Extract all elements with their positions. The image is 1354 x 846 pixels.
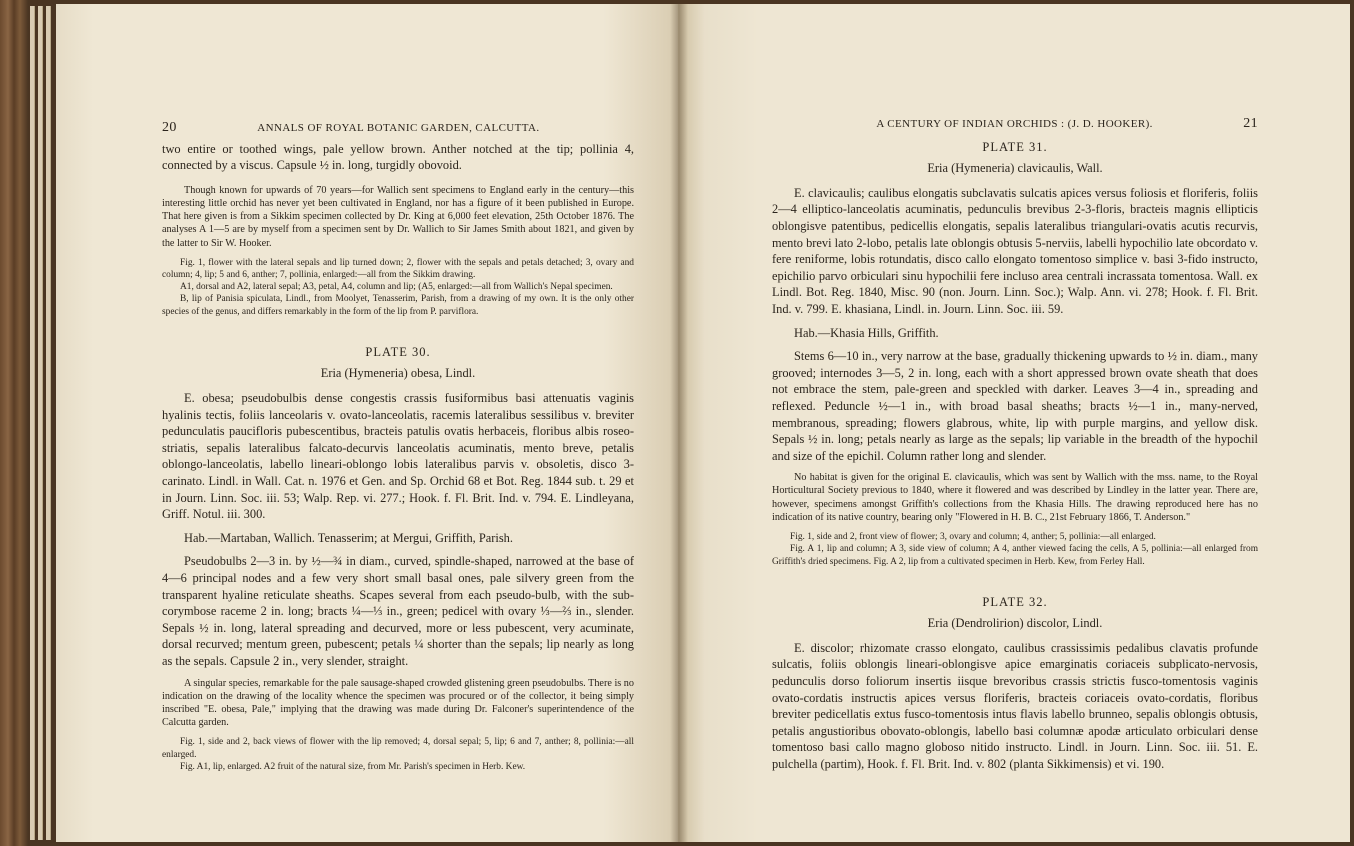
note-text: Though known for upwards of 70 years—for Wallich sent specimens to England early in the century—this interesting little orchid has never yet been cultivated in England, nor has a figure of it been published in Europe. That here given is from a Sikkim specimen collected by Dr. King at 6,000 feet elevation, 25th October 1876. The analyses A 1—5 are by myself from a specimen sent by Dr. Wallich to Sir James Smith about 1821, and given by the latter to Sir W. Hooker. [162,184,634,249]
right-page-number: 21 [1243,116,1258,131]
figure-caption: B, lip of Panisia spiculata, Lindl., from Moolyet, Tenasserim, Parish, from a drawing of my own. It is the only other species of the genus, and differs remarkably in the form of the lip from P. parviflora. [162,294,634,317]
species-description: Pseudobulbs 2—3 in. by ½—¾ in diam., curved, spindle-shaped, narrowed at the base of 4—6 principal nodes and a few very short small basal ones, pale silvery green from the transparent hyaline reticulate sheaths. Scapes several from each pseudo-bulb, with the sub-corymbose raceme 2 in. long; bracts ¼—⅓ in., green; pedicel with ovary ⅓—⅔ in., slender. Sepals ½ in. long, lateral spreading and decurved, more or less pubescent, very acuminate, dorsal recurved; mentum green, pubescent; petals ¼ shorter than the sepals; lip nearly as long as the sepals. Capsule 2 in., very slender, straight. [162,554,634,668]
figure-caption: Fig. 1, side and 2, front view of flower; 3, ovary and column; 4, anther; 5, pollinia:—all enlarged. [790,532,1156,543]
latin-diagnosis: E. obesa; pseudobulbis dense congestis crassis fusiformibus basi attenuatis vaginis hyalinis tectis, foliis lanceolaris v. ovato-lanceolatis, racemis lateralibus sessilibus v. breviter pedunculatis paucifloris pubescentibus, bracteis patulis ovatis herbaceis, floribus albis roseo-striatis, sepalis lateralibus falcato-decurvis lanceolatis acuminatis, mento breve, petalis oblongo-lanceolatis, labello lineari-oblongo lobis lateralibus parvis v. obsoletis, disco 3-carinato. Lindl. in Wall. Cat. n. 1976 et Gen. and Sp. Orchid 68 et Bot. Reg. 1844 sub. t. 29 et in Journ. Linn. Soc. iii. 53; Walp. Rep. vi. 277.; Hook. f. Fl. Brit. Ind. v. 794. E. Lindleyana, Griff. Notul. iii. 300. [162,391,634,522]
right-page-content [772,116,1258,773]
figure-caption: Fig. A1, lip, enlarged. A2 fruit of the natural size, from Mr. Parish's specimen in Herb. Kew. [180,761,526,772]
habitat-line: Hab.—Khasia Hills, Griffith. [794,325,939,340]
latin-diagnosis: E. clavicaulis; caulibus elongatis subclavatis sulcatis apices versus foliosis et floriferis, foliis 2—4 elliptico-lanceolatis acuminatis, pedunculis brevibus 2-3-floris, bracteis magnis ellipticis oblongisve patentibus, pedicellis elongatis, sepalis lateralibus triangulari-ovatis acutis recurvis, mento brevi lato 2-lobo, petalis late oblongis obtusis 5-nerviis, labelli hypochilio late obcordato v. fere reniforme, lobis rotundatis, disco callo elongato tomentoso simplice v. basi 3-fido instructo, epichilio parvo orbiculari sinu hypochilii fere incluso area centrali incrassata tomentosa. Wall. ex Lindl. Bot. Reg. 1840, Misc. 90 (non. Journ. Linn. Soc.); Walp. Ann. vi. 278; Hook. f. Fl. Brit. Ind. v. 799. E. khasiana, Lindl. in. Journ. Linn. Soc. iii. 59. [772,185,1258,316]
right-running-head [772,116,1258,133]
left-page-content [162,120,634,773]
figure-caption: A1, dorsal and A2, lateral sepal; A3, petal, A4, column and lip; (A5, enlarged:—all from Wallich's Nepal specimen. [180,282,613,293]
remark-text: No habitat is given for the original E. clavicaulis, which was sent by Wallich with the mss. name, to the Royal Horticultural Society previous to 1840, where it flowered and was described by Lindley in the latter year. There are, however, specimens amongst Griffith's collections from the Khasia Hills. The drawing reproduced here has no indication of its native country, bearing only "Flowered in H. B. C., 21st February 1866, T. Anderson." [772,472,1258,523]
remark-text: A singular species, remarkable for the pale sausage-shaped crowded glistening green pseudobulbs. There is no indication on the drawing of the locality whence the specimen was procured or of the collector, it being simply inscribed "E. obesa, Pale," implying that the drawing was made during Dr. Falconer's superintendence of the Calcutta garden. [162,677,634,729]
book-gutter [670,4,688,842]
species-description: Stems 6—10 in., very narrow at the base, gradually thickening upwards to ½ in. diam., many grooved; internodes 3—5, 2 in. long, each with a short appressed brown ovate sheath that does not embrace the stem, pale-green and speckled with darker. Leaves 3—4 in., spreading and reflexed. Peduncle ½—1 in., with broad basal sheaths; bracts ½—1 in., many-nerved, membranous, spreading; flowers glabrous, white, lip with purple margins, and yellow disk. Sepals ½ in. long; petals nearly as large as the sepals; lip variable in the breadth of the hypochil and size of the epichil. Column rather long and slender. [772,349,1258,463]
page-edge [30,6,35,840]
left-page-number: 20 [162,120,177,135]
plate-title: PLATE 30. [365,344,431,359]
intro-text: two entire or toothed wings, pale yellow brown. Anther notched at the tip; pollinia 4, connected by a viscus. Capsule ½ in. long, turgidly obovoid. [162,141,634,173]
latin-diagnosis: E. discolor; rhizomate crasso elongato, caulibus crassissimis pedalibus clavatis profunde sulcatis, foliis oblongis lineari-oblongisve apice emarginatis coriaceis subplicato-nervosis, pedunculis dorso foliorum insertis iisque brevoribus crassis strictis fusco-tomentosis vaginis ovato-cordatis instructis apices versus floriferis, bracteis coriaceis ovato-cordatis, floribus breviter pedicellatis extus fusco-tomentosis intus flavis labello brunneo, sepalis oblongis obtusis, petalis angustioribus obovato-oblongis, labello basi columnæ apodæ articulato orbiculari dense tomentoso basi callo magno globoso nitido instructo. Lindl. in Journ. Linn. Soc. iii. 51. E. pulchella (partim), Hook. f. Fl. Brit. Ind. v. 802 (planta Sikkimensis) et vi. 190. [772,640,1258,772]
species-heading: Eria (Hymeneria) clavicaulis, Wall. [927,161,1103,176]
plate-title: PLATE 31. [982,139,1048,154]
left-page [56,4,678,842]
figure-caption: Fig. 1, flower with the lateral sepals and lip turned down; 2, flower with the sepals and petals detached; 3, ovary and column; 4, lip; 5 and 6, anther; 7, pollinia, enlarged:—all from the Sikkim drawing. [162,257,634,280]
page-edge [46,6,51,840]
figure-caption: Fig. A 1, lip and column; A 3, side view of column; A 4, anther viewed facing the cells, A 5, pollinia:—all enlarged from Griffith's dried specimens. Fig. A 2, lip from a cultivated specimen in Herb. Kew, from Ferley Hall. [772,544,1258,567]
left-running-head [162,120,634,137]
left-running-title: ANNALS OF ROYAL BOTANIC GARDEN, CALCUTTA. [257,122,540,134]
figure-caption: Fig. 1, side and 2, back views of flower with the lip removed; 4, dorsal sepal; 5, lip; 6 and 7, anther; 8, pollinia:—all enlarged. [162,737,634,760]
species-heading: Eria (Hymeneria) obesa, Lindl. [320,366,476,381]
right-running-title: A CENTURY OF INDIAN ORCHIDS : (J. D. HOOKER). [876,118,1153,130]
right-page [678,4,1350,842]
habitat-line: Hab.—Martaban, Wallich. Tenasserim; at Mergui, Griffith, Parish. [184,530,513,545]
species-heading: Eria (Dendrolirion) discolor, Lindl. [927,616,1103,631]
page-edge [38,6,43,840]
plate-title: PLATE 32. [982,594,1048,609]
